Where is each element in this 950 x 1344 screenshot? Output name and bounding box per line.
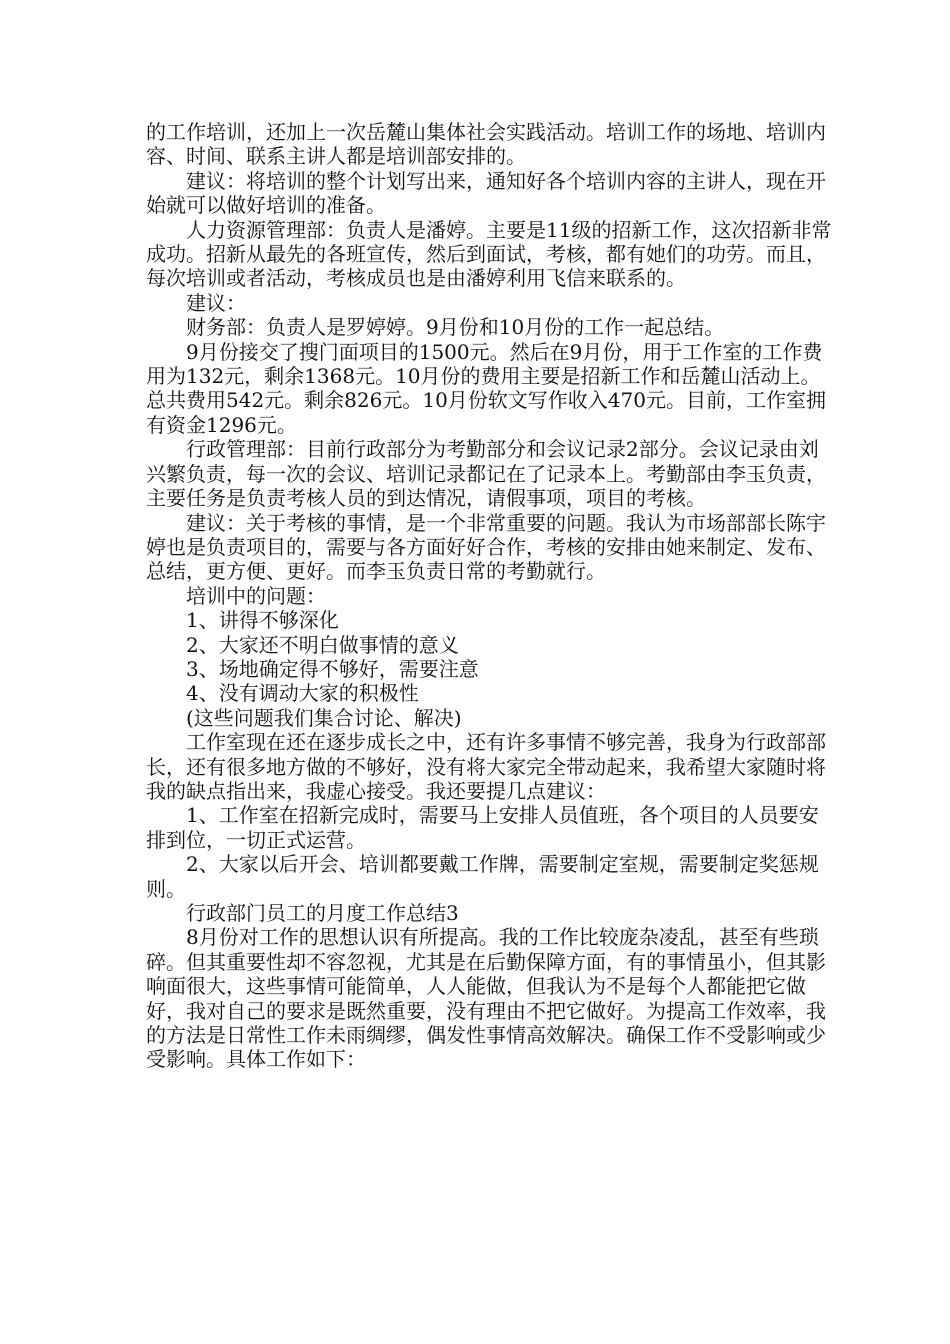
list-item-problem-1: 1、讲得不够深化 <box>146 608 339 633</box>
list-item-problem-2: 2、大家还不明白做事情的意义 <box>146 632 459 657</box>
document-body <box>146 120 836 1072</box>
list-item-problem-3: 3、场地确定得不够好，需要注意 <box>146 656 479 681</box>
list-item-problem-4: 4、没有调动大家的积极性 <box>146 681 419 706</box>
paragraph-problems-note: (这些问题我们集合讨论、解决) <box>146 705 462 730</box>
paragraph-august-summary: 8月份对工作的思想认识有所提高。我的工作比较庞杂凌乱，甚至有些琐碎。但其重要性却不容忽视，尤其是在后勤保障方面，有的事情虽小，但其影响面很大，这些事情可能简单，人人能做，但我认为不是每个人都能把它做好，我对自己的要求是既然重要，没有理由不把它做好。为提高工作效率，我的方法是日常性工作未雨绸缪，偶发性事情高效解决。确保工作不受影响或少受影响。具体工作如下： <box>146 925 826 1072</box>
paragraph-hr-department: 人力资源管理部：负责人是潘婷。主要是11级的招新工作，这次招新非常成功。招新从最先的各班宣传，然后到面试，考核，都有她们的功劳。而且，每次培训或者活动，考核成员也是由潘婷利用飞信来联系的。 <box>146 217 832 291</box>
paragraph-training-problems-heading: 培训中的问题： <box>146 583 326 608</box>
paragraph-admin-suggestion: 建议：关于考核的事情，是一个非常重要的问题。我认为市场部部长陈宇婷也是负责项目的，需要与各方面好好合作，考核的安排由她来制定、发布、总结，更方便、更好。而李玉负责日常的考勤就行。 <box>146 510 826 584</box>
paragraph-admin-department: 行政管理部：目前行政部分为考勤部分和会议记录2部分。会议记录由刘兴繁负责，每一次的会议、培训记录都记在了记录本上。考勤部由李玉负责，主要任务是负责考核人员的到达情况，请假事项，项目的考核。 <box>146 437 826 511</box>
section-heading-summary-3: 行政部门员工的月度工作总结3 <box>146 901 459 925</box>
paragraph-finance-details: 9月份接交了搜门面项目的1500元。然后在9月份，用于工作室的工作费用为132元，剩余1368元。10月份的费用主要是招新工作和岳麓山活动上。总共费用542元。剩余826元。10月份软文写作收入470元。目前，工作室拥有资金1296元。 <box>146 339 826 437</box>
paragraph-training-suggestion: 建议：将培训的整个计划写出来，通知好各个培训内容的主讲人，现在开始就可以做好培训的准备。 <box>146 168 826 218</box>
list-item-suggestion-1: 1、工作室在招新完成时，需要马上安排人员值班，各个项目的人员要安排到位，一切正式运营。 <box>146 803 819 852</box>
list-item-suggestion-2: 2、大家以后开会、培训都要戴工作牌，需要制定室规，需要制定奖惩规则。 <box>146 852 819 901</box>
paragraph-studio-reflection: 工作室现在还在逐步成长之中，还有许多事情不够完善，我身为行政部部长，还有很多地方做的不够好，没有将大家完全带动起来，我希望大家随时将我的缺点指出来，我虚心接受。我还要提几点建议： <box>146 730 826 803</box>
paragraph-finance-department: 财务部：负责人是罗婷婷。9月份和10月份的工作一起总结。 <box>146 315 725 340</box>
paragraph-hr-suggestion: 建议： <box>146 290 246 315</box>
paragraph-training-intro: 的工作培训，还加上一次岳麓山集体社会实践活动。培训工作的场地、培训内容、时间、联系主讲人都是培训部安排的。 <box>146 120 826 169</box>
